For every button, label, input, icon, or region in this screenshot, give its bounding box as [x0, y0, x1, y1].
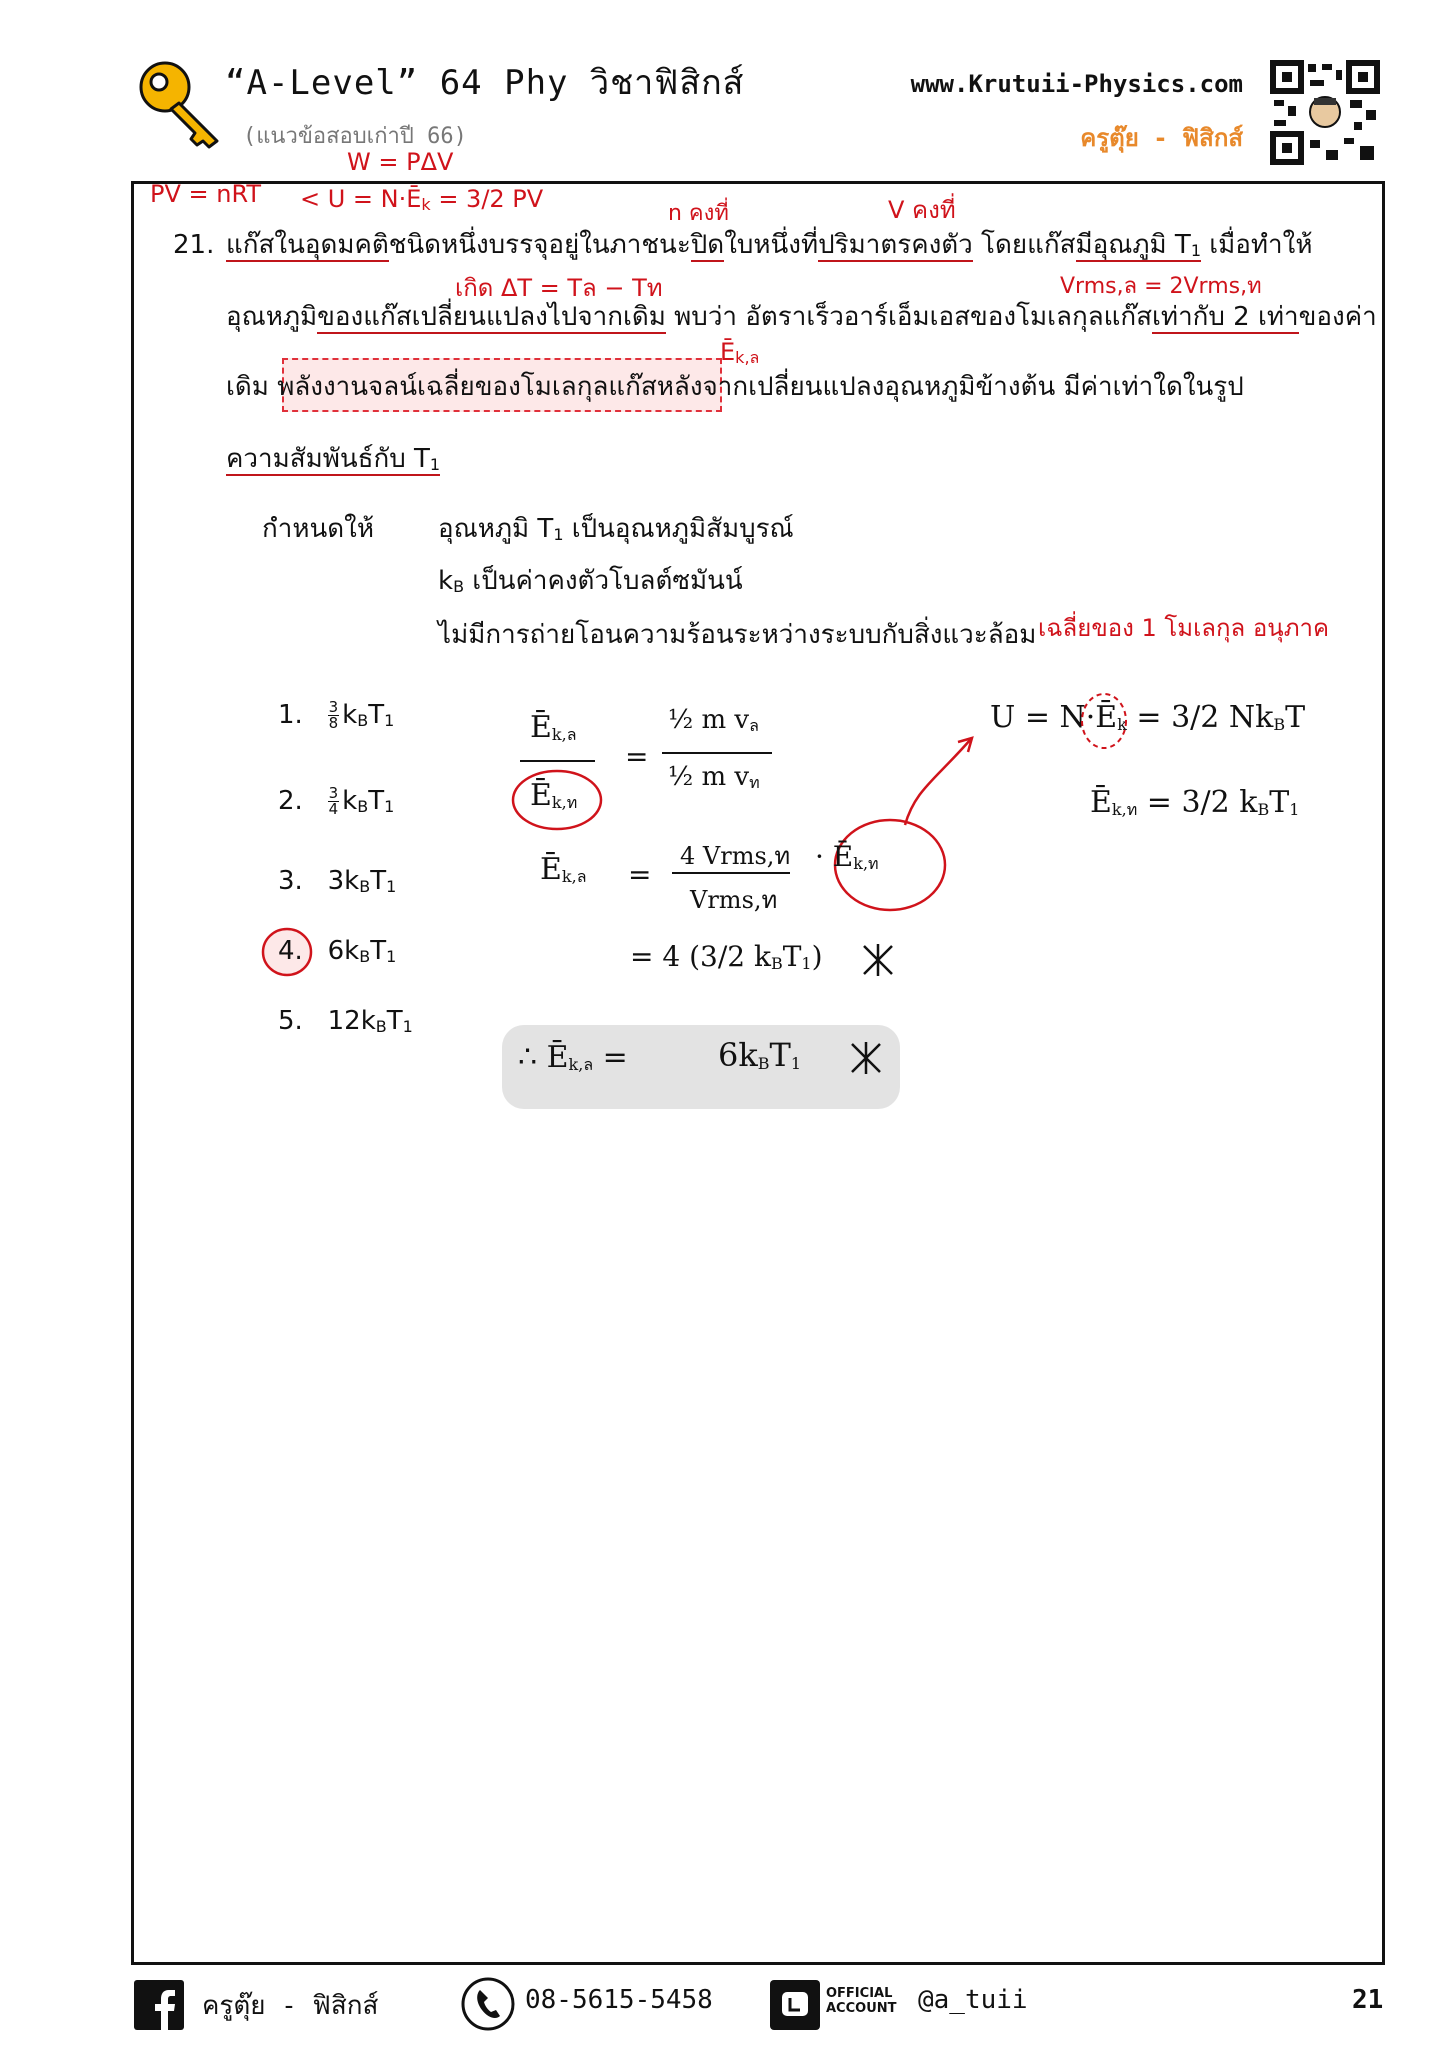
question-line-2: อุณหภูมิของแก๊สเปลี่ยนแปลงไปจากเดิม พบว่า อัตราเร็วอาร์เอ็มเอสของโมเลกุลแก๊สเท่ากับ 2 เท่าของค่า	[226, 302, 1377, 332]
work-step2-bottom: Vrms,ท	[690, 886, 778, 914]
annotation-v-const: V คงที่	[888, 196, 956, 224]
line-icon	[770, 1980, 820, 2030]
work-right-internal-energy: U = N·Ēk = 3/2 NkBT	[990, 700, 1306, 735]
line-official-badge: OFFICIAL ACCOUNT	[826, 1986, 897, 2016]
annotation-internal-energy: < U = N·Ēk = 3/2 PV	[300, 185, 544, 214]
work-step2-lhs: Ēk,ล	[540, 852, 587, 887]
work-ek-final: Ēk,ล	[530, 710, 577, 745]
final-answer-value: 6kBT1	[718, 1036, 802, 1074]
question-line-4: ความสัมพันธ์กับ T1	[226, 444, 441, 474]
work-step2-top: 4 Vrms,ท	[680, 842, 791, 870]
qr-code-icon	[1270, 60, 1380, 165]
website-link[interactable]: www.Krutuii-Physics.com	[910, 70, 1243, 98]
option-5[interactable]: 5. 12kBT1	[278, 1006, 413, 1036]
question-number: 21.	[173, 230, 215, 260]
header-subtitle: (แนวข้อสอบเก่าปี 66)	[243, 124, 467, 149]
fraction-bar-left	[520, 760, 595, 762]
work-step2-multiplier: · Ēk,ท	[815, 840, 879, 873]
final-answer-lhs: ∴ Ēk,ล =	[518, 1040, 628, 1075]
option-4[interactable]: 4. 6kBT1	[278, 936, 397, 966]
given-2: kB เป็นค่าคงตัวโบลต์ซมันน์	[438, 566, 743, 596]
question-line-3: เดิม พลังงานจลน์เฉลี่ยของโมเลกุลแก๊สหลังจากเปลี่ยนแปลงอุณหภูมิข้างต้น มีค่าเท่าใดในรูป	[226, 372, 1244, 402]
star-mark-icon	[848, 1040, 884, 1076]
work-right-ek-initial: Ēk,ท = 3/2 kBT1	[1090, 785, 1300, 820]
option-2[interactable]: 2. $\frac{3}{4}$ kBT1	[278, 784, 395, 818]
given-3: ไม่มีการถ่ายโอนความร้อนระหว่างระบบกับสิ่งแวะล้อม	[438, 620, 1037, 650]
work-equals-2: =	[628, 858, 652, 891]
given-1: อุณหภูมิ T1 เป็นอุณหภูมิสัมบูรณ์	[438, 514, 794, 544]
work-step3: = 4 (3/2 kBT1)	[630, 940, 823, 973]
facebook-icon[interactable]	[134, 1980, 184, 2030]
teacher-name: ครูตุ๊ย - ฟิสิกส์	[1080, 124, 1243, 152]
fraction-bar-right	[662, 752, 772, 754]
dashed-circle-ek	[1078, 690, 1130, 752]
line-id[interactable]: @a_tuii	[918, 1985, 1028, 2015]
star-mark-icon	[860, 942, 896, 978]
page-number: 21	[1352, 1985, 1384, 2015]
work-rhs-bottom: ½ m vท	[668, 762, 760, 792]
phone-number[interactable]: 08-5615-5458	[525, 1985, 713, 2015]
annotation-n-const: n คงที่	[668, 201, 729, 226]
annotation-delta-t: เกิด ΔT = Tล − Tท	[455, 274, 663, 302]
annotation-ek-final: Ēk,ล	[720, 338, 760, 367]
annotation-vrms-relation: Vrms,ล = 2Vrms,ท	[1060, 274, 1262, 299]
given-label: กำหนดให้	[262, 514, 374, 544]
annotation-ideal-gas-law: PV = nRT	[150, 180, 262, 208]
annotation-average-note: เฉลี่ยของ 1 โมเลกุล อนุภาค	[1038, 614, 1330, 642]
fraction-bar-step2	[672, 872, 790, 874]
option-3[interactable]: 3. 3kBT1	[278, 866, 397, 896]
facebook-name[interactable]: ครูตุ๊ย - ฟิสิกส์	[202, 1991, 379, 2021]
question-line-1: แก๊สในอุดมคติชนิดหนึ่งบรรจุอยู่ในภาชนะปิดใบหนึ่งที่ปริมาตรคงตัว โดยแก๊สมีอุณภูมิ T1 เมื่อทำให้	[226, 230, 1313, 260]
work-rhs-top: ½ m vล	[668, 705, 759, 735]
work-equals-1: =	[625, 740, 649, 773]
header-title: “A-Level” 64 Phy วิชาฟิสิกส์	[225, 63, 745, 103]
red-arrow	[900, 730, 980, 830]
annotation-work: W = PΔV	[347, 148, 454, 176]
key-logo	[135, 55, 225, 150]
phone-icon	[460, 1976, 516, 2032]
option-1[interactable]: 1. $\frac{3}{8}$ kBT1	[278, 698, 395, 732]
work-ek-initial: Ēk,ท	[530, 778, 578, 813]
